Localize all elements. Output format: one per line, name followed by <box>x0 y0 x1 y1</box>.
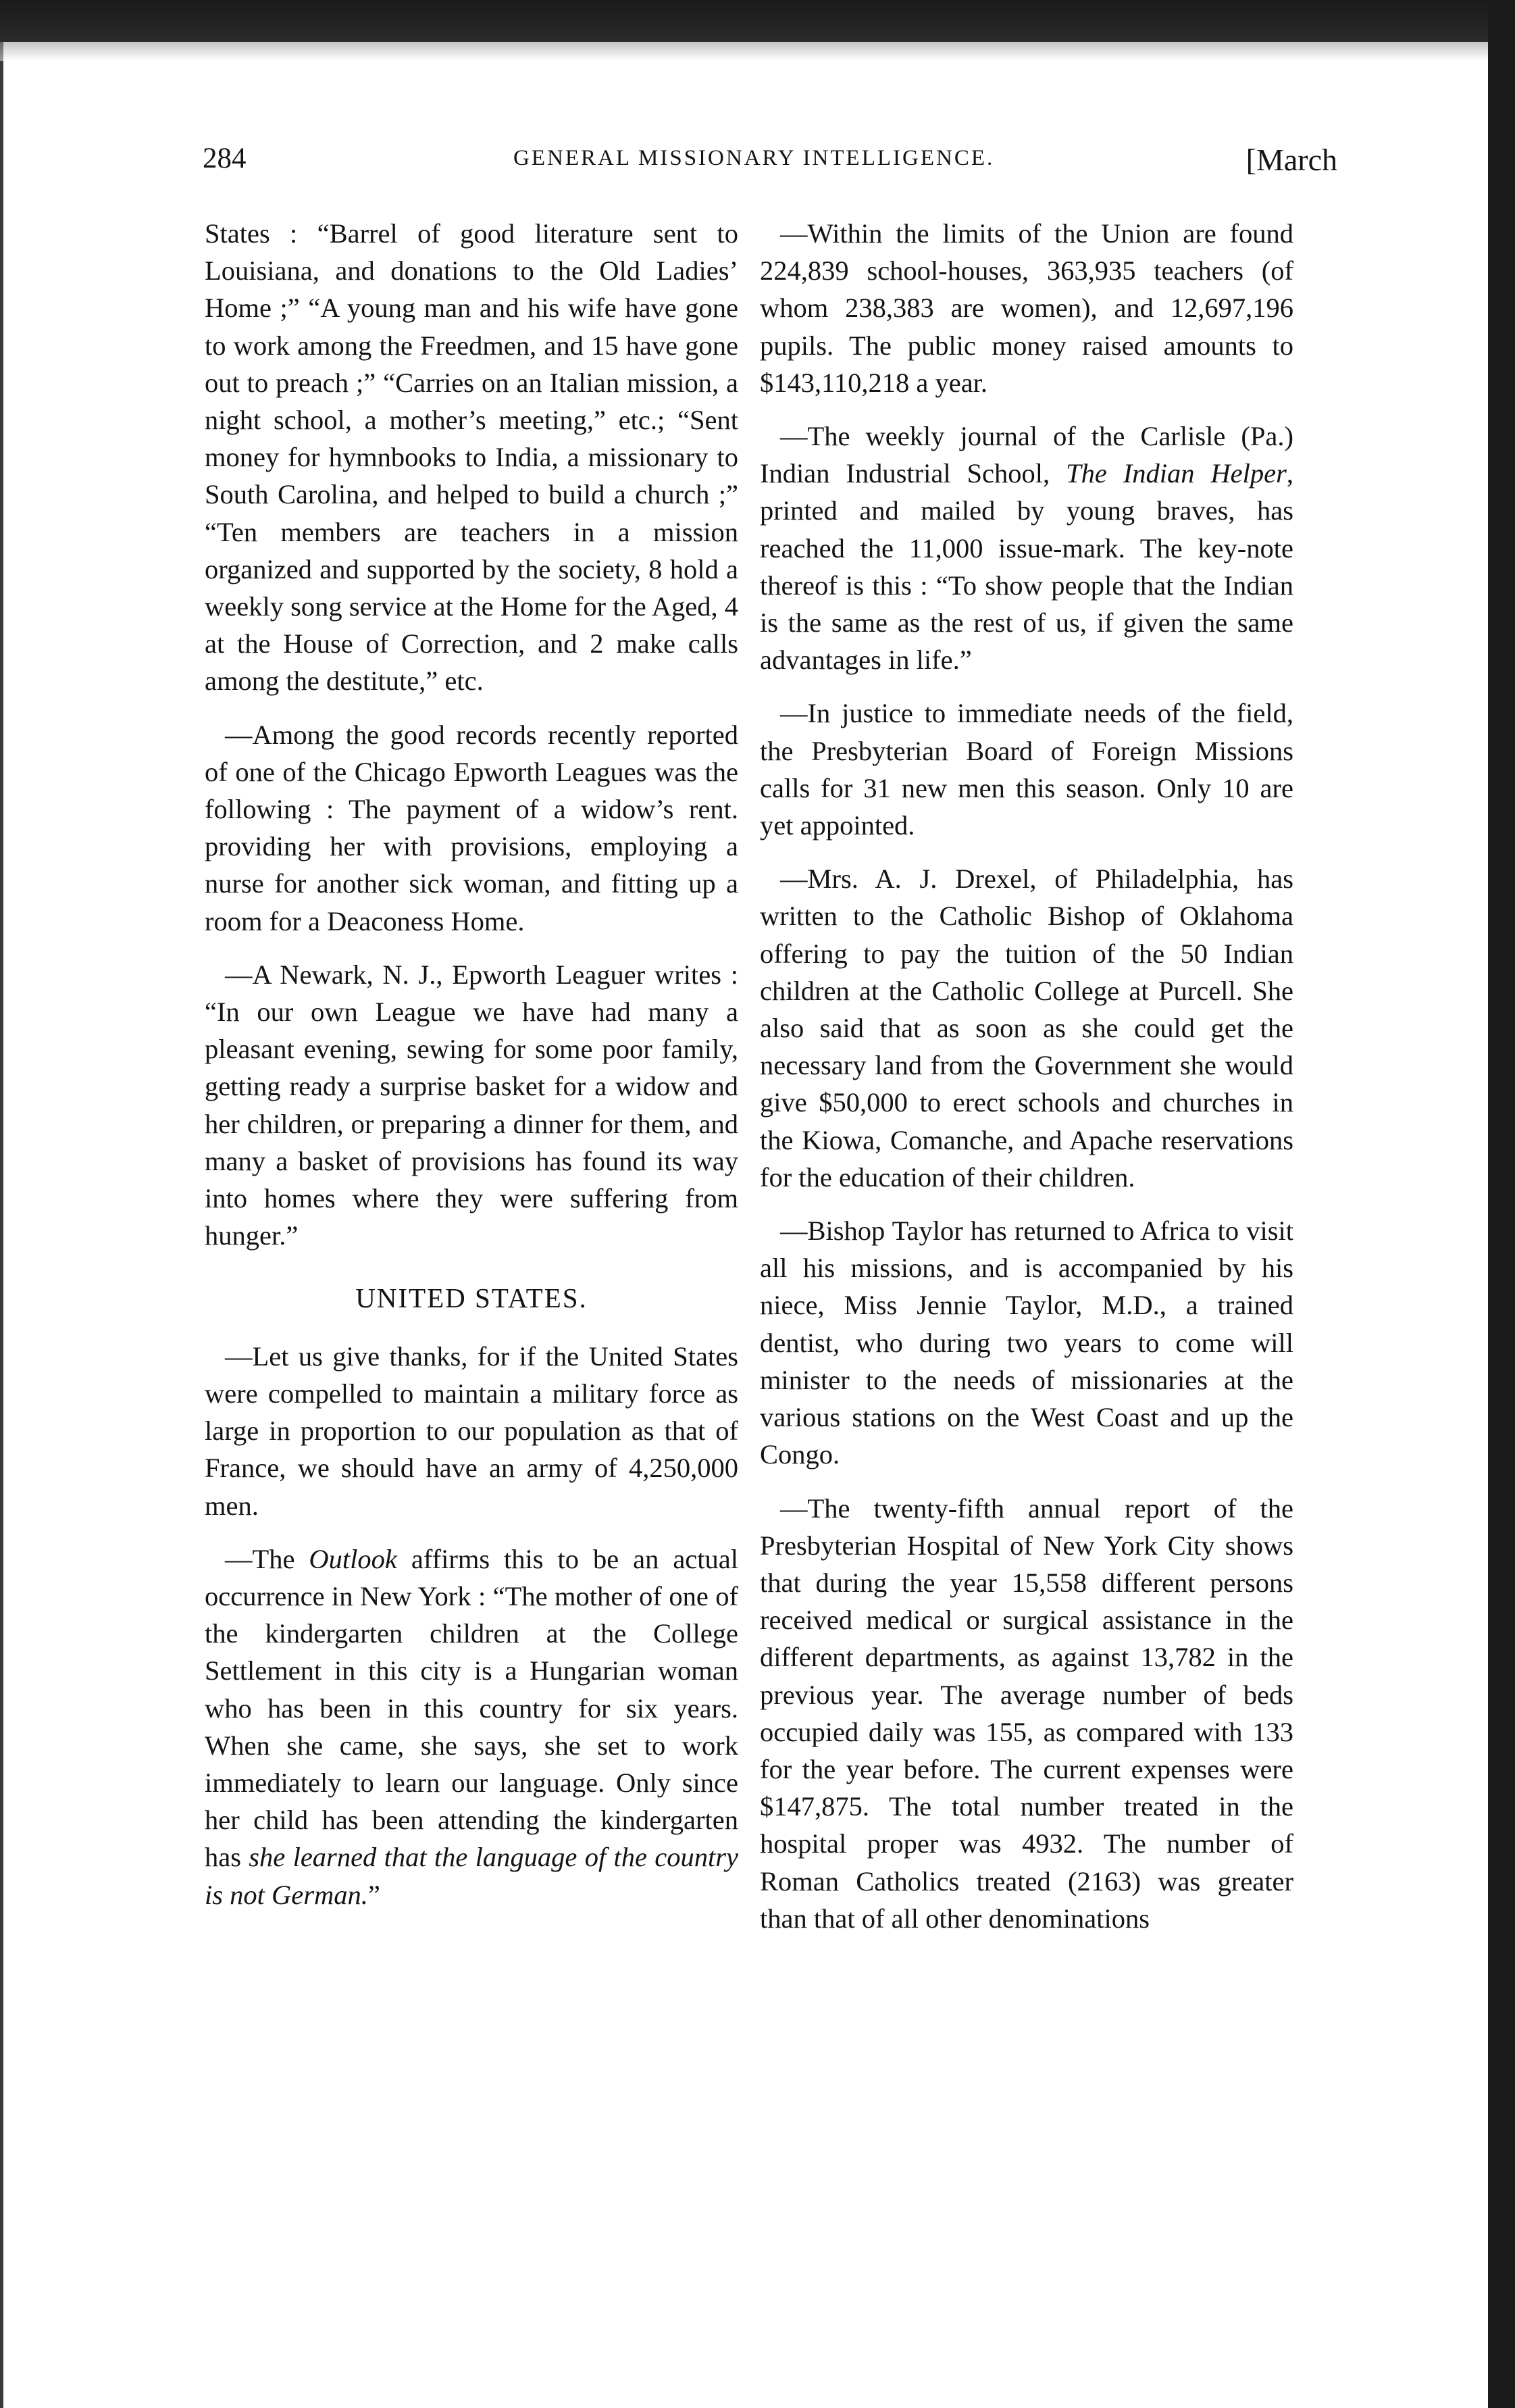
article-paragraph: —Mrs. A. J. Drexel, of Philadelphia, has written to the Catholic Bishop of Oklahoma offering to pay the tuition of the 50 Indian children at the Catholic College at Purcell. She also said that as soon as she could get the necessary land from the Government she would give $50,000 to erect schools and churches in the Kiowa, Comanche, and Apache reservations for the education of their children. <box>760 863 1293 1193</box>
right-column <box>760 215 1293 1953</box>
month-label: [March <box>1246 143 1337 177</box>
article-paragraph: —Within the limits of the Union are found 224,839 school-houses, 363,935 teachers (of whom 238,383 are women), and 12,697,196 pupils. The public money raised amounts to $143,110,218 a year. <box>760 218 1293 398</box>
article-paragraph: —A Newark, N. J., Epworth Leaguer writes : “In our own League we have had many a pleasant evening, sewing for some poor family, getting ready a surprise basket for a widow and her children, or preparing a dinner for them, and many a basket of provisions has found its way into homes where they were suffering from hunger.” <box>205 959 738 1251</box>
article-paragraph: —In justice to immediate needs of the field, the Presbyterian Board of Foreign Missions calls for 31 new men this season. Only 10 are yet appointed. <box>760 698 1293 841</box>
running-title: GENERAL MISSIONARY INTELLIGENCE. <box>513 146 995 170</box>
article-paragraph: —Let us give thanks, for if the United States were compelled to maintain a military force as large in proportion to our population as that of France, we should have an army of 4,250,000 men. <box>205 1340 738 1521</box>
italic-title: Outlook <box>309 1543 397 1574</box>
text-run: —The <box>225 1543 309 1574</box>
scan-top-border <box>0 0 1515 42</box>
scan-top-shadow <box>0 42 1515 61</box>
article-paragraph: —Among the good records recently reported of one of the Chicago Epworth Leagues was the following : The payment of a widow’s rent. providing her with provisions, employing a nurse for another sick woman, and fitting up a room for a Deaconess Home. <box>205 719 738 936</box>
page-number: 284 <box>203 143 247 174</box>
article-paragraph: —Bishop Taylor has returned to Africa to visit all his missions, and is accompanied by his niece, Miss Jennie Taylor, M.D., a trained dentist, who during two years to come will minister to the needs of missionaries at the various stations on the West Coast and up the Congo. <box>760 1215 1293 1470</box>
text-run: —The weekly journal of the Carlisle (Pa.) Indian Industrial School, <box>760 421 1293 489</box>
scan-left-edge <box>0 0 3 2408</box>
page-header <box>203 142 1337 182</box>
section-heading: UNITED STATES. <box>355 1282 588 1314</box>
article-paragraph <box>205 1540 738 1913</box>
text-run: ” <box>367 1879 380 1910</box>
italic-title: The Indian Helper <box>1066 458 1287 489</box>
article-paragraph <box>760 418 1293 678</box>
article-paragraph: —The twenty-fifth annual report of the Presbyterian Hospital of New York City shows that during the year 15,558 different persons received medical or surgical assistance in the different departments, as against 13,782 in the previous year. The average number of beds occupied daily was 155, as compared with 133 for the year before. The current expenses were $147,875. The total number treated in the hospital proper was 4932. The number of Roman Catholics treated (2163) was greater than that of all other denominations <box>760 1493 1293 1934</box>
scan-right-border <box>1488 0 1515 2408</box>
text-run: affirms this to be an actual occurrence in New York : “The mother of one of the kindergarten children at the College Settlement in this city is a Hungarian woman who has been in this country for six years. When she came, she says, she set to work immediately to learn our language. Only since her child has been attending the kindergarten has <box>205 1543 738 1873</box>
italic-text: she learned that the language of the country is not German. <box>205 1842 738 1910</box>
article-paragraph: States : “Barrel of good literature sent to Louisiana, and donations to the Old Ladies’ Home ;” “A young man and his wife have gone to work among the Freedmen, and 15 have gone out to preach ;” “Carries on an Italian mission, a night school, a mother’s meeting,” etc.; “Sent money for hymnbooks to India, a missionary to South Carolina, and helped to build a church ;” “Ten members are teachers in a mission organized and supported by the society, 8 hold a weekly song service at the Home for the Aged, 4 at the House of Correction, and 2 make calls among the destitute,” etc. <box>205 218 738 697</box>
text-run: , printed and mailed by young braves, has reached the 11,000 issue-mark. The key-note thereof is this : “To show people that the Indian is the same as the rest of us, if given the same advantages in life.” <box>760 458 1293 676</box>
left-column <box>205 215 738 1930</box>
